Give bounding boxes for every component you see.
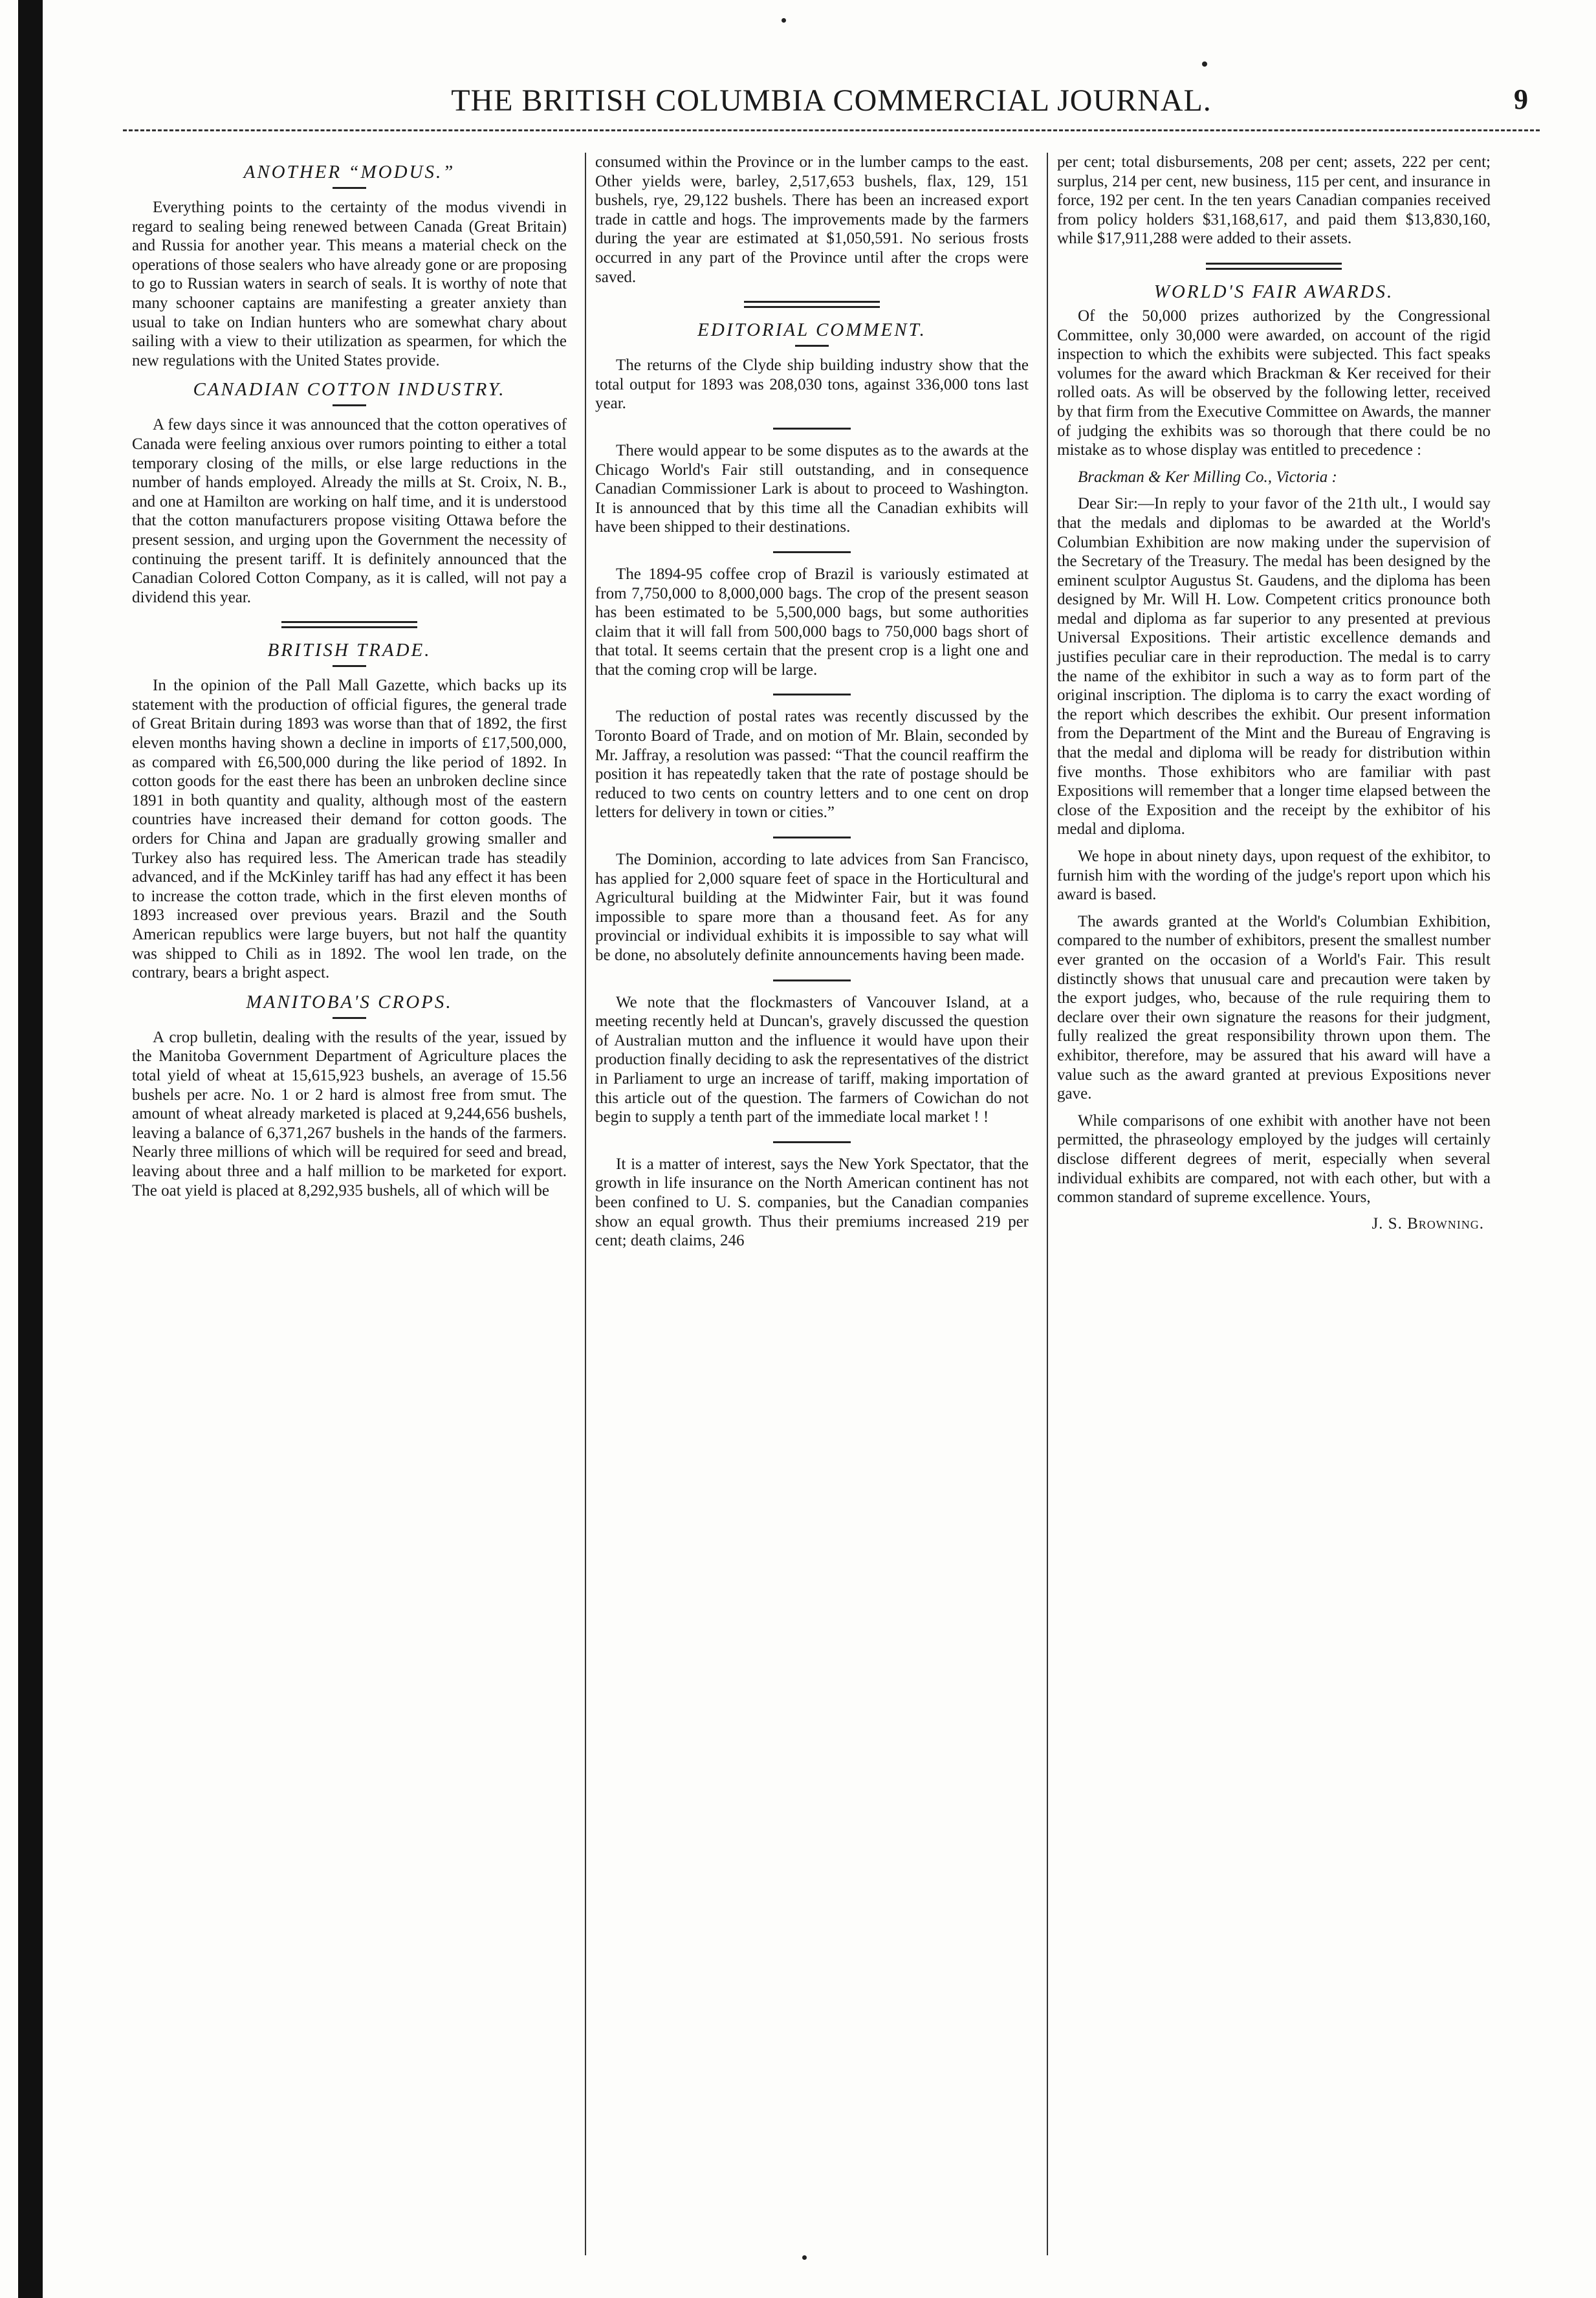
heading-rule — [333, 1017, 366, 1019]
item-separator — [773, 428, 851, 430]
binding-edge — [18, 0, 43, 2298]
article-heading: ANOTHER “MODUS.” — [243, 162, 455, 182]
letter-paragraph: Dear Sir:—In reply to your favor of the 21th ult., I would say that the medals and diplomas to be awarded at the World's Columbian Exhibition are now making under the supervision of the Secretary of the Treasury. The medal has been designed by the eminent sculptor Augustus St. Gaudens, and the diploma has been designed by Mr. Will H. Low. Competent critics pronounce both medal and diploma as far superior to any presented at previous Universal Expositions. Their artistic excellence demands and justifies peculiar care in their reproduction. The medal is to carry the name of the exhibitor in such a way as to form part of the original inscription. The diploma is to carry the exact wording of the report which describes the exhibit. Our present information from the Department of the Mint and the Bureau of Engraving is that the medal and diploma will be ready for distribution within five months. Those exhibitors who are familiar with past Expositions will remember that a longer time elapsed between the close of the Exposition and the receipt by the exhibitor of his medal and diploma. — [1057, 495, 1491, 838]
letter-paragraph: We hope in about ninety days, upon request of the exhibitor, to furnish him with the wording of the judge's report upon which his award is based. — [1057, 848, 1491, 904]
print-speck — [802, 2255, 807, 2260]
article-heading: MANITOBA'S CROPS. — [246, 991, 453, 1012]
header-rule — [123, 129, 1540, 131]
article-separator — [1206, 263, 1342, 270]
article-editorial-comment — [595, 320, 1029, 1251]
article-paragraph: A crop bulletin, dealing with the results of the year, issued by the Manitoba Government Department of Agriculture places the total yield of wheat at 15,615,923 bushels, an average of 15.56 bushels per acre. No. 1 or 2 hard is almost free from smut. The amount of wheat already marketed is placed at 9,244,656 bushels, leaving a balance of 6,371,267 bushels in the hands of the farmers. Nearly three millions of which will be required for seed and bread, leaving about three and a half million to be marketed for export. The oat yield is placed at 8,292,935 bushels, all of which will be — [132, 1028, 567, 1199]
heading-rule — [333, 404, 366, 406]
item-separator — [773, 979, 851, 981]
editorial-item: The 1894-95 coffee crop of Brazil is variously estimated at from 7,750,000 to 8,000,000 bags. The crop of the present season has been estimated to be 5,500,000 bags, but some authorities claim that it will fall from 500,000 bags to 750,000 bags short of that total. It seems certain that the present crop is a light one and that the coming crop will be large. — [595, 565, 1029, 679]
letter-paragraph: The awards granted at the World's Columbian Exhibition, compared to the number of exhibitors, present the smallest number ever granted on the occasion of a World's Fair. This result distinctly shows that unusual care and precaution were taken by the export judges, who, because of the rule requiring them to declare over their own signature the reasons for their judgment, fully realized the great responsibility thrown upon them. The exhibitor, therefore, may be assured that his award will have a value such as the award granted at previous Expositions never gave. — [1057, 912, 1491, 1103]
item-separator — [773, 1141, 851, 1143]
item-separator — [773, 837, 851, 838]
item-separator — [773, 694, 851, 695]
heading-rule — [333, 665, 366, 667]
article-paragraph: per cent; total disbursements, 208 per cent; assets, 222 per cent; surplus, 214 per cent, new business, 115 per cent, and insurance in force, 192 per cent. In the ten years Canadian companies received from policy holders $31,168,617, and paid them $13,830,160, while $17,911,288 were added to their assets. — [1057, 153, 1491, 248]
letter-signature: J. S. Browning. — [1372, 1214, 1484, 1232]
article-heading: WORLD'S FAIR AWARDS. — [1153, 281, 1394, 302]
journal-title: THE BRITISH COLUMBIA COMMERCIAL JOURNAL. — [451, 83, 1212, 118]
column-3 — [1047, 153, 1500, 2255]
column-2 — [585, 153, 1038, 2255]
editorial-item: It is a matter of interest, says the New York Spectator, that the growth in life insurance on the North American continent has not been confined to U. S. companies, but the Canadian companies show an equal growth. Thus their premiums increased 219 per cent; death claims, 246 — [595, 1155, 1029, 1250]
heading-rule — [333, 187, 366, 189]
article-worlds-fair-awards — [1057, 281, 1491, 1233]
editorial-item: There would appear to be some disputes as to the awards at the Chicago World's Fair still outstanding, and in consequence Canadian Commissioner Lark is about to proceed to Washington. It is announced that by this time all the Canadian exhibits will have been shipped to their destinations. — [595, 441, 1029, 536]
article-columns — [123, 153, 1540, 2255]
article-heading: EDITORIAL COMMENT. — [697, 320, 926, 341]
article-another-modus — [132, 162, 567, 370]
article-separator — [744, 301, 880, 308]
article-manitoba-crops-continued — [595, 153, 1029, 287]
page-header — [123, 76, 1540, 128]
article-canadian-cotton — [132, 379, 567, 607]
article-british-trade — [132, 640, 567, 983]
article-paragraph: In the opinion of the Pall Mall Gazette, which backs up its statement with the production of official figures, the general trade of Great Britain during 1893 was worse than that of 1892, the first eleven months having shown a decline in imports of £17,500,000, as compared with £6,500,000 during the like period of 1892. In cotton goods for the east there has been an unbroken decline since 1891 in both quantity and quality, although most of the eastern countries have increased their demand for cotton goods. The orders for China and Japan are gradually growing smaller and Turkey also has required less. The American trade has steadily advanced, and if the McKinley tariff has had any effect it has been to increase the cotton trade, which in the first eleven months of 1893 increased over previous years. Brazil and the South American republics were large buyers, but not half the quantity was shipped to Chili as in 1892. The wool len trade, on the contrary, bears a bright aspect. — [132, 677, 567, 982]
article-heading: CANADIAN COTTON INDUSTRY. — [193, 379, 506, 400]
article-insurance-continued — [1057, 153, 1491, 248]
editorial-item: The reduction of postal rates was recently discussed by the Toronto Board of Trade, and on motion of Mr. Blain, seconded by Mr. Jaffray, a resolution was passed: “That the council reaffirm the position it has repeatedly taken that the rate of postage should be reduced to two cents on country letters and to one cent on drop letters for delivery in town or cities.” — [595, 708, 1029, 822]
print-speck — [1202, 61, 1207, 67]
editorial-item: We note that the flockmasters of Vancouver Island, at a meeting recently held at Duncan's, gravely discussed the question of Australian mutton and the influence it would have upon their production finally deciding to ask the representatives of the district in Parliament to urge an increase of tariff, making importation of this article out of the question. The farmers of Cowichan do not begin to supply a tenth part of the immediate local market ! ! — [595, 993, 1029, 1126]
editorial-item: The Dominion, according to late advices from San Francisco, has applied for 2,000 square feet of space in the Horticultural and Agricultural building at the Midwinter Fair, but it was found impossible to spare more than a thousand feet. As for any provincial or individual exhibits it is impossible to say what will be done, no absolutely definite announcements having been made. — [595, 851, 1029, 964]
article-paragraph: A few days since it was announced that the cotton operatives of Canada were feeling anxious over rumors pointing to either a total temporary closing of the mills, or else large reductions in the number of hands employed. Already the mills at St. Croix, N. B., and one at Hamilton are working on half time, and it is understood that the cotton manufacturers propose visiting Ottawa before the present session, and urging upon the Government the necessity of continuing the present tariff. It is definitely announced that the Canadian Colored Cotton Company, as it is called, will not pay a dividend this year. — [132, 416, 567, 606]
letter-salutation: Brackman & Ker Milling Co., Victoria : — [1078, 468, 1337, 486]
article-heading: BRITISH TRADE. — [267, 640, 432, 661]
editorial-item: The returns of the Clyde ship building industry show that the total output for 1893 was 208,030 tons, against 336,000 tons last year. — [595, 356, 1029, 413]
article-paragraph: Of the 50,000 prizes authorized by the Congressional Committee, only 30,000 were awarded, on account of the rigid inspection to which the exhibits were subjected. This fact speaks volumes for the award which Brackman & Ker received for their rolled oats. As will be observed by the following letter, received by that firm from the Executive Committee on Awards, the manner of judging the exhibits was so thorough that there could be no mistake as to whose display was entitled to precedence : — [1057, 307, 1491, 459]
print-speck — [782, 18, 786, 23]
article-paragraph: Everything points to the certainty of the modus vivendi in regard to sealing being renewed between Canada (Great Britain) and Russia for another year. This means a material check on the operations of those sealers who have already gone or are proposing to go to Russian waters in search of seals. It is worthy of note that many schooner captains are manifesting a greater anxiety than usual to take on Indian hunters who are somewhat chary about sailing with a view to their utilization as spearmen, for which the new regulations with the United States provide. — [132, 199, 567, 369]
item-separator — [773, 551, 851, 553]
article-paragraph: consumed within the Province or in the lumber camps to the east. Other yields were, barley, 2,517,653 bushels, flax, 129, 151 bushels, rye, 29,122 bushels. There has been an increased export trade in cattle and hogs. The improvements made by the farmers during the year are estimated at $1,050,591. No serious frosts occurred in any part of the Province until after the crops were saved. — [595, 153, 1029, 286]
page-number: 9 — [1514, 83, 1528, 115]
column-1 — [123, 153, 576, 2255]
article-manitoba-crops — [132, 992, 567, 1200]
letter-paragraph: While comparisons of one exhibit with another have not been permitted, the phraseology employed by the judges will certainly disclose different degrees of merit, especially when several individual exhibits are compared, not with each other, but with a common standard of supreme excellence. Yours, — [1057, 1111, 1491, 1207]
article-separator — [281, 621, 417, 628]
heading-rule — [795, 345, 829, 347]
